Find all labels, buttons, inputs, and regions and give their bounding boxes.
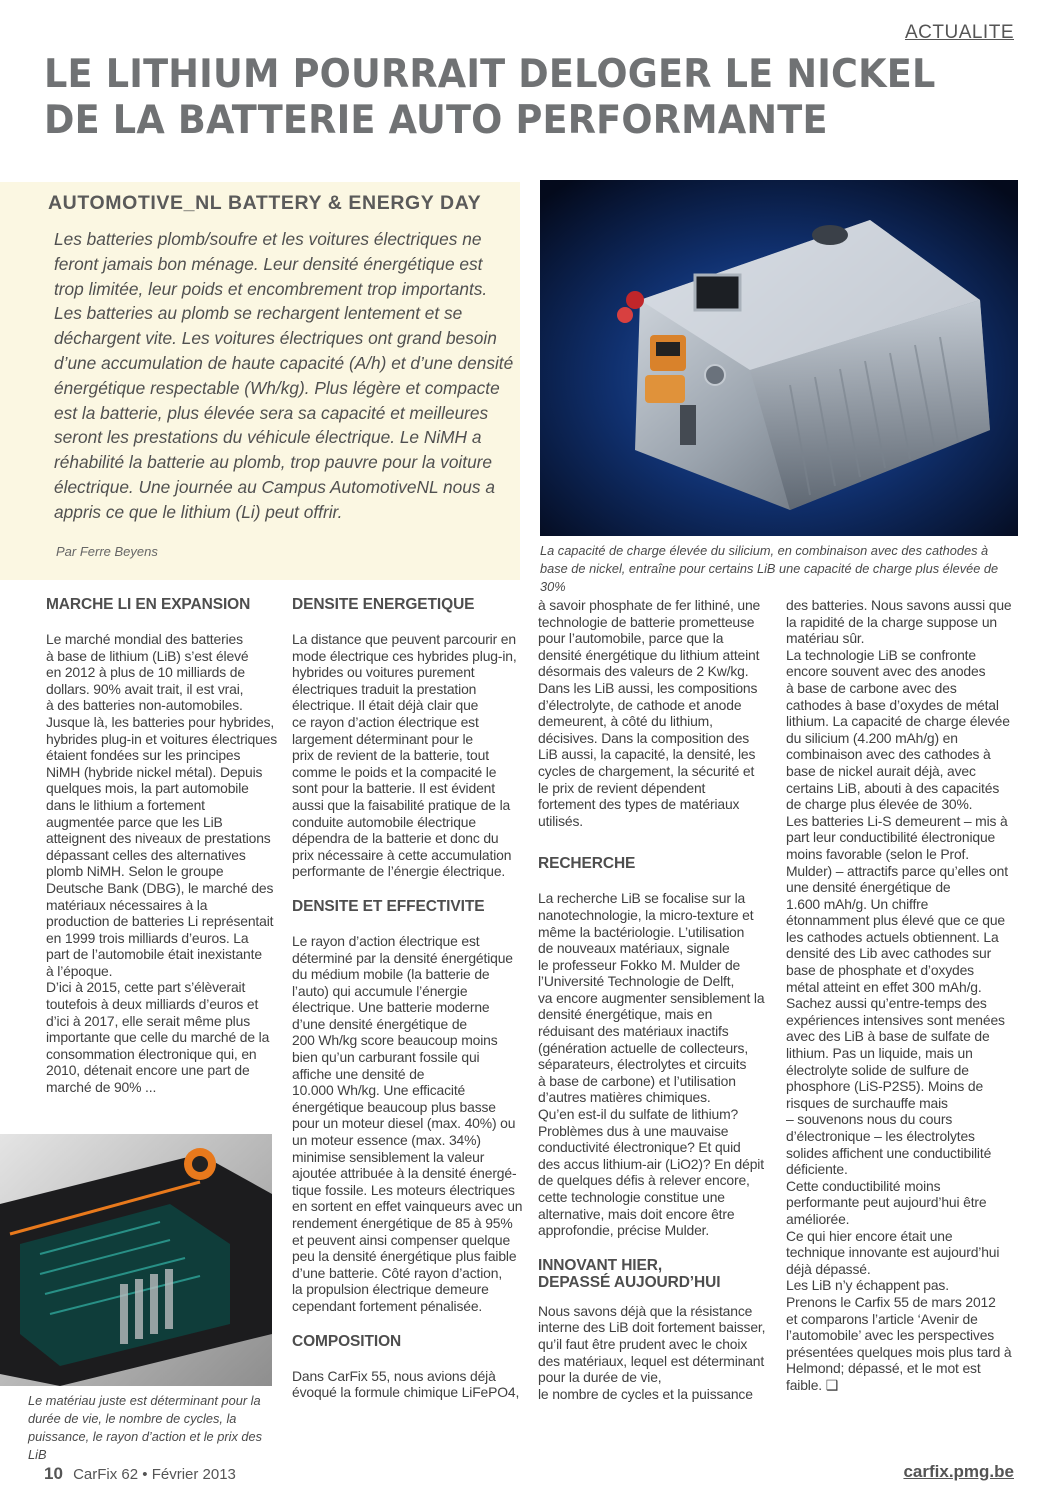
battery-cutaway-photo xyxy=(0,1134,272,1386)
heading-innovant-hier xyxy=(538,1257,774,1291)
heading-innovant-line-1: INNOVANT HIER, xyxy=(538,1256,663,1274)
paragraph-composition-cont: à savoir phosphate de fer lithiné, une technologie de batterie prometteuse pour l’automobile, parce que la densité énergétique du lithium atteint désormais des valeurs de 2 Kw/kg. Dans les LiB aussi, les compositions d’électrolyte, de cathode et anode demeurent, à côté du lithium, décisives. Dans la composition des LiB aussi, la capacité, la densité, les cycles de chargement, la sécurité et le prix de revient dépendent fortement des types de matériaux utilisés. xyxy=(538,597,761,829)
column-2 xyxy=(292,596,524,1401)
intro-paragraph: Les batteries plomb/soufre et les voitures électriques ne feront jamais bon ménage. Leur densité énergétique est trop limitée, leur poids et encombrement trop importants. Les batteries au plomb se rechargent lentement et se déchargent vite. Les voitures électriques ont grand besoin d’une accumulation de haute capacité (A/h) et d’une densité énergétique respectable (Wh/kg). Plus légère et compacte est la batterie, plus élevée sera sa capacité et meilleures seront les prestations du véhicule électrique. Le NiMH a réhabilité la batterie au plomb, trop pauvre pour la voiture électrique. Une journée au Campus AutomotiveNL nous a appris ce que le lithium (Li) peut offrir. xyxy=(54,229,514,522)
headline-line-2: DE LA BATTERIE AUTO PERFORMANTE xyxy=(44,98,828,143)
paragraph-innovant-cont: des batteries. Nous savons aussi que la rapidité de la charge suppose un matériau sûr. La technologie LiB se confronte encore souvent avec des anodes à base de carbone avec des cathodes à base d’oxydes de métal lithium. La capacité de charge élevée du silicium (4.200 mAh/g) en combinaison avec des cathodes à base de nickel aurait déjà, avec certains LiB, abouti à des capacités de charge plus élevée de 30%. Les batteries Li-S demeurent – mis à part leur conductibilité électronique moins favorable (selon le Prof. Mulder) – attractifs parce qu’elles ont une densité énergétique de 1.600 mAh/g. Un chiffre étonnamment plus élevé que ce que les cathodes actuels obtiennent. La densité des Lib avec cathodes sur base de phosphate et d’oxydes métal atteint en effet 300 mAh/g. Sachez aussi qu’entre-temps des expériences intensives sont menées avec des LiB à base de sulfate de lithium. Pas un liquide, mais un électrolyte solide de sulfure de phosphore (LiS-P2S5). Moins de risques de surchauffe mais – souvenons nous du cours d’électronique – les électrolytes solides affichent une conductibilité déficiente. Cette conductibilité moins performante peut aujourd’hui être améliorée. Ce qui hier encore était une technique innovante est aujourd’hui déjà dépassé. Les LiB n’y échappent pas. Prenons le Carfix 55 de mars 2012 et comparons l’article ‘Avenir de l’automobile’ avec les perspectives présentées quelques mois plus tard à Helmond; dépassé, et le mot est faible. ❑ xyxy=(786,597,1012,1393)
paragraph-marche-li: Le marché mondial des batteries à base de lithium (LiB) s’est élevé en 2012 à plus de 10 milliards de dollars. 90% avait trait, il est vrai, à des batteries non-automobiles. Jusque là, les batteries pour hybrides, hybrides plug-in et voitures électriques étaient fondées sur les principes NiMH (hybride nickel métal). Depuis quelques mois, la part automobile dans le lithium a fortement augmentée parce que les LiB atteignent des niveaux de prestations dépassant celles des alternatives plomb NiMH. Selon le groupe Deutsche Bank (DBG), le marché des matériaux nécessaires à la production de batteries Li représentait en 1999 trois milliards d’euros. La part de l’automobile était inexistante à l’époque. D’ici à 2015, cette part s’élèverait toutefois à deux milliards d’euros et d’ici à 2017, elle serait même plus importante que celle du marché de la consommation électronique qui, en 2010, détenait encore une part de marché de 90% ... xyxy=(46,631,278,1096)
page-number: 10 xyxy=(44,1464,63,1483)
main-photo-caption: La capacité de charge élevée du silicium, en combinaison avec des cathodes à base de nickel, entraîne pour certains LiB une capacité de charge plus élevée de 30% xyxy=(540,543,999,594)
battery-cutaway-illustration xyxy=(0,1134,272,1386)
column-3 xyxy=(538,597,774,1402)
column-1 xyxy=(46,596,278,1096)
column-4 xyxy=(786,597,1022,1394)
battery-illustration xyxy=(540,180,1018,536)
heading-marche-li: MARCHE LI EN EXPANSION xyxy=(46,596,251,613)
heading-densite-energetique: DENSITE ENERGETIQUE xyxy=(292,596,475,613)
paragraph-recherche: La recherche LiB se focalise sur la nanotechnologie, la micro-texture et même la bactériologie. L’utilisation de nouveaux matériaux, signale le professeur Fokko M. Mulder de l’Université Technologie de Delft, va encore augmenter sensiblement la densité énergétique, mais en réduisant des matériaux inactifs (génération actuelle de collecteurs, séparateurs, électrolytes et circuits à base de carbone) et l’utilisation d’autres matières chimiques. Qu’en est-il du sulfate de lithium? Problèmes dus à une mauvaise conductivité électronique? Et quid des accus lithium-air (LiO2)? En dépit de quelques défis à relever encore, cette technologie constitue une alternative, mais doit encore être approfondie, précise Mulder. xyxy=(538,890,765,1239)
paragraph-composition: Dans CarFix 55, nous avions déjà évoqué la formule chimique LiFePO4, xyxy=(292,1367,520,1401)
intro-heading: AUTOMOTIVE_NL BATTERY & ENERGY DAY xyxy=(48,192,482,214)
headline-line-1: LE LITHIUM POURRAIT DELOGER LE NICKEL xyxy=(44,52,936,97)
battery-photo xyxy=(540,180,1018,536)
heading-composition: COMPOSITION xyxy=(292,1332,402,1350)
footer-issue xyxy=(44,1464,236,1484)
paragraph-innovant-hier: Nous savons déjà que la résistance interne des LiB doit fortement baisser, qu’il faut être prudent avec le choix des matériaux, lequel est déterminant pour la durée de vie, le nombre de cycles et la puissance xyxy=(538,1302,766,1402)
heading-densite-effectivite: DENSITE ET EFFECTIVITE xyxy=(292,897,485,915)
left-photo-caption: Le matériau juste est déterminant pour la durée de vie, le nombre de cycles, la puissance, le rayon d’action et le prix des LiB xyxy=(28,1393,263,1462)
section-tag: ACTUALITE xyxy=(904,22,1014,43)
intro-text xyxy=(54,227,516,525)
article-headline xyxy=(44,52,965,144)
paragraph-densite-energetique: La distance que peuvent parcourir en mode électrique ces hybrides plug-in, hybrides ou voitures purement électriques traduit la prestation électrique. Il était déjà clair que ce rayon d’action électrique est largement déterminant pour le prix de revient de la batterie, tout comme le poids et la compacité le sont pour la batterie. Il est évident aussi que la faisabilité pratique de la conduite automobile électrique dépendra de la batterie et donc du prix nécessaire à cette accumulation performante de l’énergie électrique. xyxy=(292,631,517,880)
paragraph-densite-effectivite: Le rayon d’action électrique est déterminé par la densité énergétique du médium mobile (la batterie de l’auto) qui accumule l’énergie électrique. Une batterie moderne d’une densité énergétique de 200 Wh/kg score beaucoup moins bien qu’un carburant fossile qui affiche une densité de 10.000 Wh/kg. Une efficacité énergétique beaucoup plus basse pour un moteur diesel (max. 40%) ou un moteur essence (max. 34%) minimise sensiblement la valeur ajoutée attribuée à la densité énergé- tique fossile. Les moteurs électriques en sortent en effet vainqueurs avec un rendement énergétique de 85 à 95% et peuvent ainsi compenser quelque peu la densité énergétique plus faible d’une batterie. Côté rayon d’action, la propulsion électrique demeure cependant fortement pénalisée. xyxy=(292,932,523,1314)
issue-label: CarFix 62 • Février 2013 xyxy=(73,1466,236,1483)
byline: Par Ferre Beyens xyxy=(56,544,158,559)
heading-recherche: RECHERCHE xyxy=(538,855,636,873)
heading-innovant-line-2: DEPASSÉ AUJOURD’HUI xyxy=(538,1273,721,1291)
website-link[interactable]: carfix.pmg.be xyxy=(903,1462,1014,1481)
